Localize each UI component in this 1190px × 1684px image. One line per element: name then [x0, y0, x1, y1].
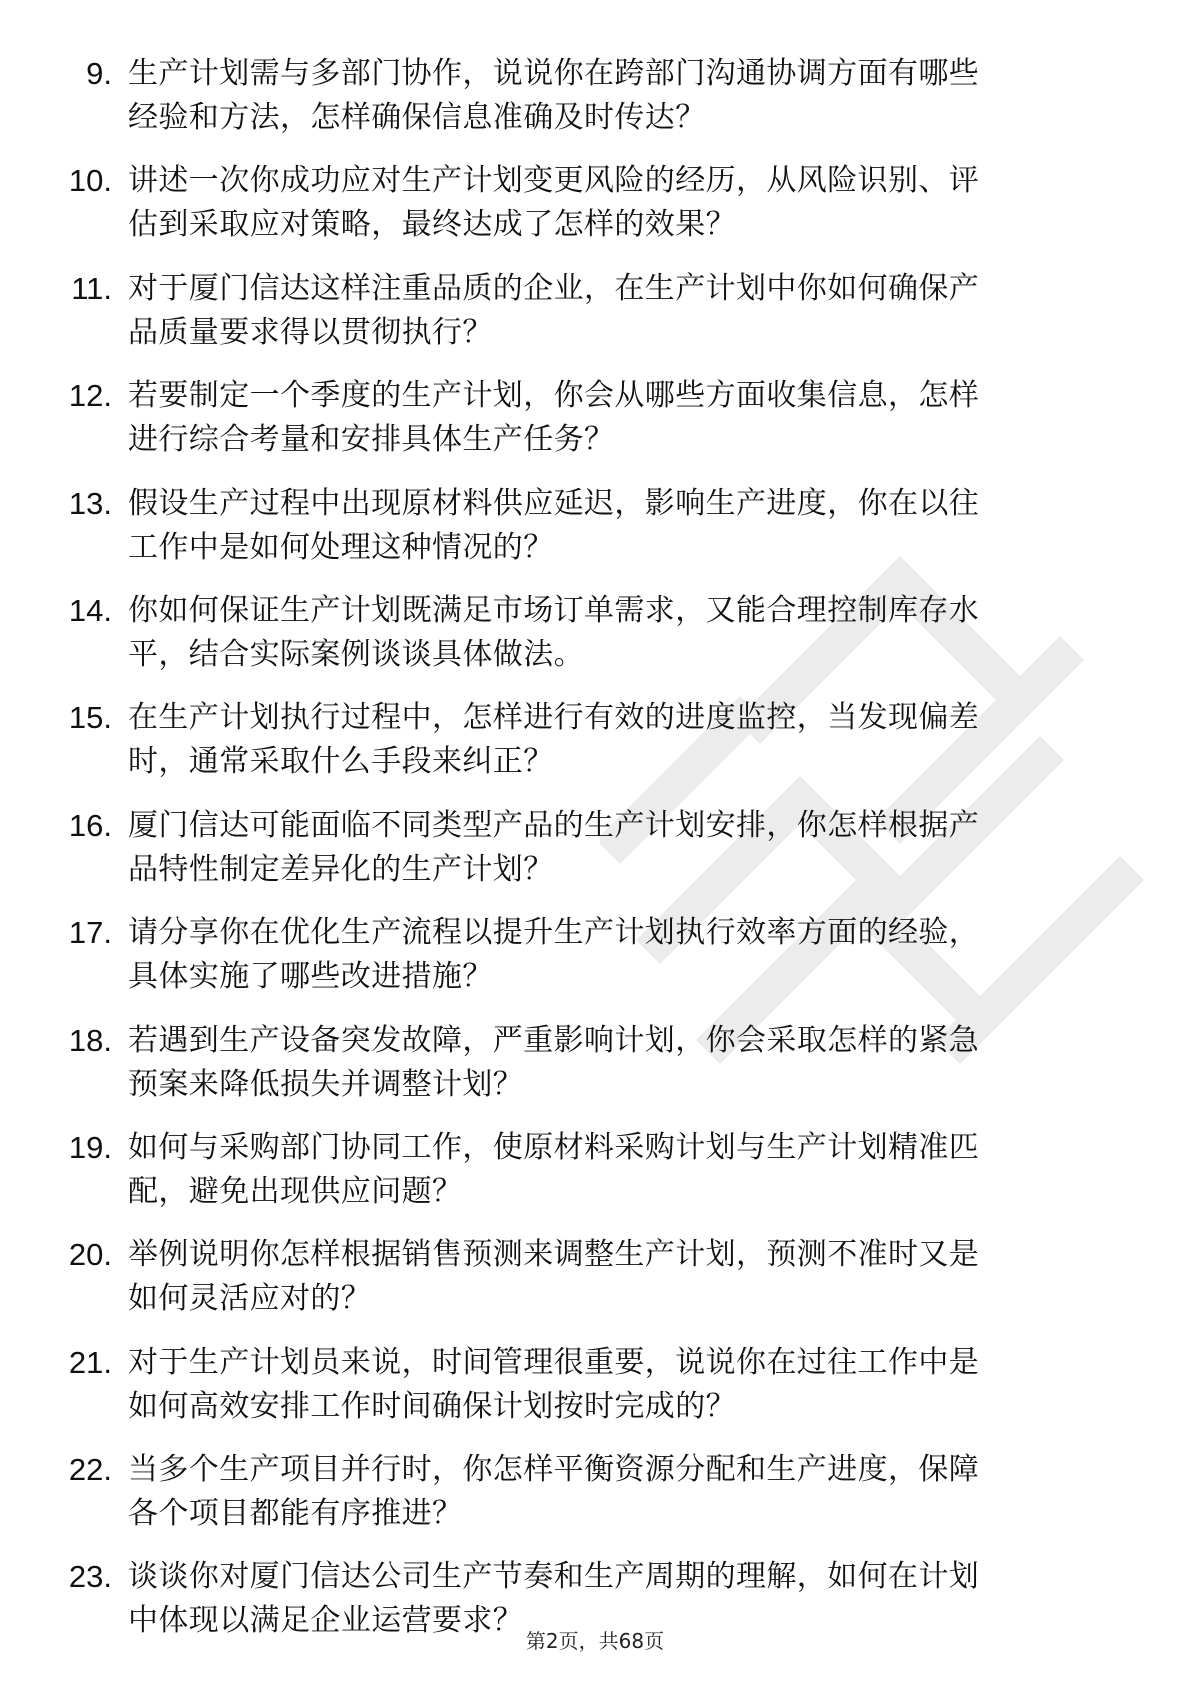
question-item — [0, 159, 1190, 266]
question-text: 在生产计划执行过程中，怎样进行有效的进度监控，当发现偏差 时，通常采取什么手段来纠正？ — [128, 700, 980, 780]
question-number: 12. — [68, 378, 112, 414]
question-number: 19. — [68, 1129, 112, 1165]
question-text: 若要制定一个季度的生产计划，你会从哪些方面收集信息，怎样 进行综合考量和安排具体生产任务？ — [128, 378, 980, 458]
question-item — [0, 52, 1190, 159]
question-number: 11. — [71, 270, 112, 306]
question-number: 20. — [68, 1237, 112, 1273]
question-text: 请分享你在优化生产流程以提升生产计划执行效率方面的经验， 具体实施了哪些改进措施？ — [128, 915, 980, 995]
question-number: 15. — [68, 700, 112, 736]
question-list — [0, 52, 1190, 1663]
question-number: 13. — [68, 485, 112, 521]
question-item — [0, 1341, 1190, 1448]
question-item — [0, 911, 1190, 1018]
question-text: 举例说明你怎样根据销售预测来调整生产计划，预测不准时又是 如何灵活应对的？ — [128, 1237, 980, 1317]
question-number: 14. — [68, 592, 112, 628]
question-number: 17. — [68, 915, 112, 951]
question-text: 如何与采购部门协同工作，使原材料采购计划与生产计划精准匹 配，避免出现供应问题？ — [128, 1129, 980, 1209]
question-item — [0, 696, 1190, 803]
question-item — [0, 482, 1190, 589]
question-text: 对于厦门信达这样注重品质的企业，在生产计划中你如何确保产 品质量要求得以贯彻执行？ — [128, 270, 980, 350]
question-number: 9. — [86, 56, 112, 91]
question-text: 假设生产过程中出现原材料供应延迟，影响生产进度，你在以往 工作中是如何处理这种情况的？ — [128, 485, 980, 565]
question-number: 16. — [68, 807, 112, 843]
question-item — [0, 267, 1190, 374]
question-text: 你如何保证生产计划既满足市场订单需求，又能合理控制库存水 平，结合实际案例谈谈具体做法。 — [128, 592, 980, 672]
question-number: 10. — [68, 163, 112, 199]
question-item — [0, 804, 1190, 911]
question-text: 讲述一次你成功应对生产计划变更风险的经历，从风险识别、评 估到采取应对策略，最终达成了怎样的效果？ — [128, 163, 980, 243]
question-number: 18. — [68, 1022, 112, 1058]
question-item — [0, 1448, 1190, 1555]
question-item — [0, 589, 1190, 696]
page-footer — [0, 1627, 1190, 1655]
question-text: 若遇到生产设备突发故障，严重影响计划，你会采取怎样的紧急 预案来降低损失并调整计划？ — [128, 1022, 980, 1102]
question-item — [0, 1019, 1190, 1126]
question-text: 谈谈你对厦门信达公司生产节奏和生产周期的理解，如何在计划 中体现以满足企业运营要求？ — [128, 1559, 980, 1639]
question-text: 当多个生产项目并行时，你怎样平衡资源分配和生产进度，保障 各个项目都能有序推进？ — [128, 1452, 980, 1532]
question-number: 21. — [68, 1344, 112, 1380]
question-number: 23. — [68, 1559, 112, 1595]
question-text: 厦门信达可能面临不同类型产品的生产计划安排，你怎样根据产 品特性制定差异化的生产计划？ — [128, 807, 980, 887]
question-text: 生产计划需与多部门协作，说说你在跨部门沟通协调方面有哪些 经验和方法，怎样确保信息准确及时传达？ — [128, 56, 980, 135]
question-item — [0, 1233, 1190, 1340]
page-number-label: 第2页，共68页 — [525, 1629, 665, 1653]
question-text: 对于生产计划员来说，时间管理很重要，说说你在过往工作中是 如何高效安排工作时间确保计划按时完成的？ — [128, 1344, 980, 1424]
question-item — [0, 1126, 1190, 1233]
question-item — [0, 374, 1190, 481]
question-number: 22. — [68, 1452, 112, 1488]
